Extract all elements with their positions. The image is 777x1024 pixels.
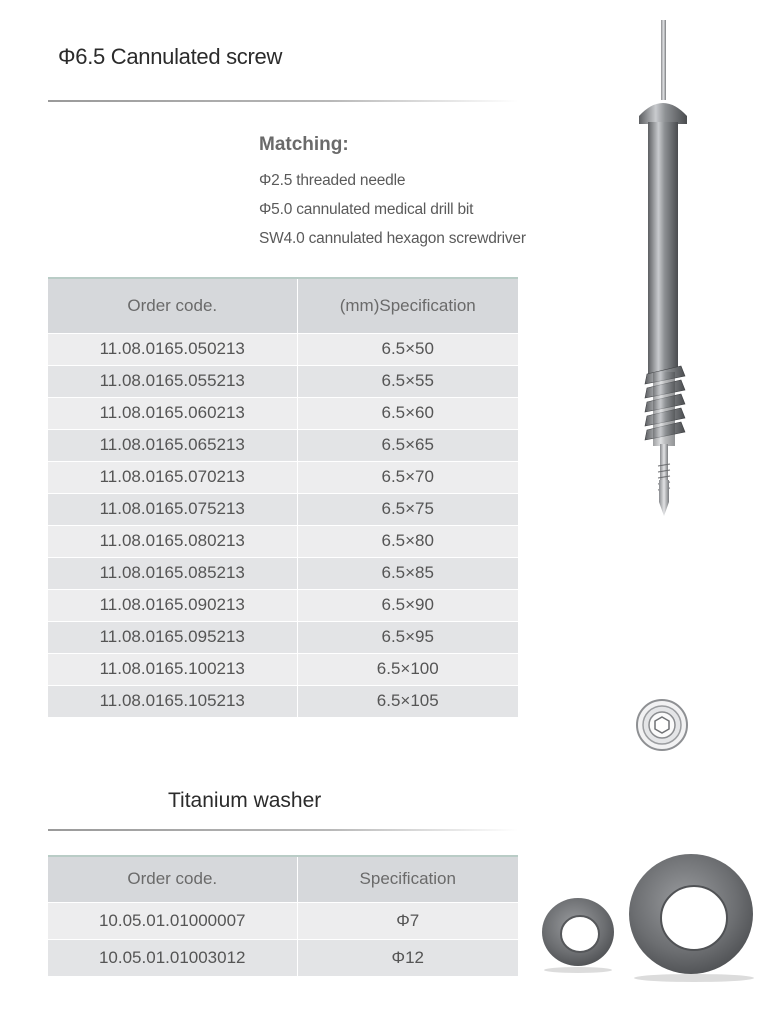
order-code-cell: 11.08.0165.095213 [48, 621, 297, 653]
washer-divider [48, 829, 518, 831]
table-row [48, 653, 518, 685]
specification-cell: 6.5×55 [297, 365, 518, 397]
table-row [48, 525, 518, 557]
cannulated-screw-image [625, 20, 705, 520]
table-row [48, 589, 518, 621]
specification-cell: 6.5×90 [297, 589, 518, 621]
table-row [48, 429, 518, 461]
specification-cell: 6.5×80 [297, 525, 518, 557]
table-row [48, 493, 518, 525]
table-row [48, 333, 518, 365]
order-code-cell: 10.05.01.01003012 [48, 939, 297, 976]
column-header-order-code: Order code. [48, 278, 297, 333]
table-row [48, 397, 518, 429]
matching-heading: Matching: [259, 134, 349, 155]
page-title: Φ6.5 Cannulated screw [58, 44, 283, 69]
table-row [48, 939, 518, 976]
specification-cell: 6.5×65 [297, 429, 518, 461]
column-header-specification: Specification [297, 856, 518, 902]
washer-section-title: Titanium washer [168, 789, 322, 812]
column-header-specification: (mm)Specification [297, 278, 518, 333]
specification-cell: 6.5×50 [297, 333, 518, 365]
title-divider [48, 100, 518, 102]
specification-cell: 6.5×105 [297, 685, 518, 717]
column-header-order-code: Order code. [48, 856, 297, 902]
order-code-cell: 11.08.0165.070213 [48, 461, 297, 493]
specification-cell: 6.5×100 [297, 653, 518, 685]
order-code-cell: 11.08.0165.090213 [48, 589, 297, 621]
screw-spec-table [48, 277, 518, 717]
table-row [48, 365, 518, 397]
order-code-cell: 10.05.01.01000007 [48, 902, 297, 939]
order-code-cell: 11.08.0165.055213 [48, 365, 297, 397]
order-code-cell: 11.08.0165.050213 [48, 333, 297, 365]
table-row [48, 557, 518, 589]
order-code-cell: 11.08.0165.105213 [48, 685, 297, 717]
order-code-cell: 11.08.0165.100213 [48, 653, 297, 685]
table-row [48, 685, 518, 717]
order-code-cell: 11.08.0165.080213 [48, 525, 297, 557]
matching-item-drill-bit: Φ5.0 cannulated medical drill bit [259, 201, 474, 218]
screw-head-icon [634, 697, 690, 753]
specification-cell: 6.5×75 [297, 493, 518, 525]
matching-item-needle: Φ2.5 threaded needle [259, 172, 406, 189]
specification-cell: 6.5×60 [297, 397, 518, 429]
table-row [48, 902, 518, 939]
order-code-cell: 11.08.0165.075213 [48, 493, 297, 525]
order-code-cell: 11.08.0165.060213 [48, 397, 297, 429]
specification-cell: Φ12 [297, 939, 518, 976]
table-row [48, 461, 518, 493]
specification-cell: 6.5×95 [297, 621, 518, 653]
specification-cell: 6.5×85 [297, 557, 518, 589]
specification-cell: 6.5×70 [297, 461, 518, 493]
matching-item-screwdriver: SW4.0 cannulated hexagon screwdriver [259, 230, 526, 247]
specification-cell: Φ7 [297, 902, 518, 939]
order-code-cell: 11.08.0165.065213 [48, 429, 297, 461]
order-code-cell: 11.08.0165.085213 [48, 557, 297, 589]
table-row [48, 621, 518, 653]
washer-spec-table [48, 855, 518, 976]
titanium-washers-image [536, 842, 776, 992]
